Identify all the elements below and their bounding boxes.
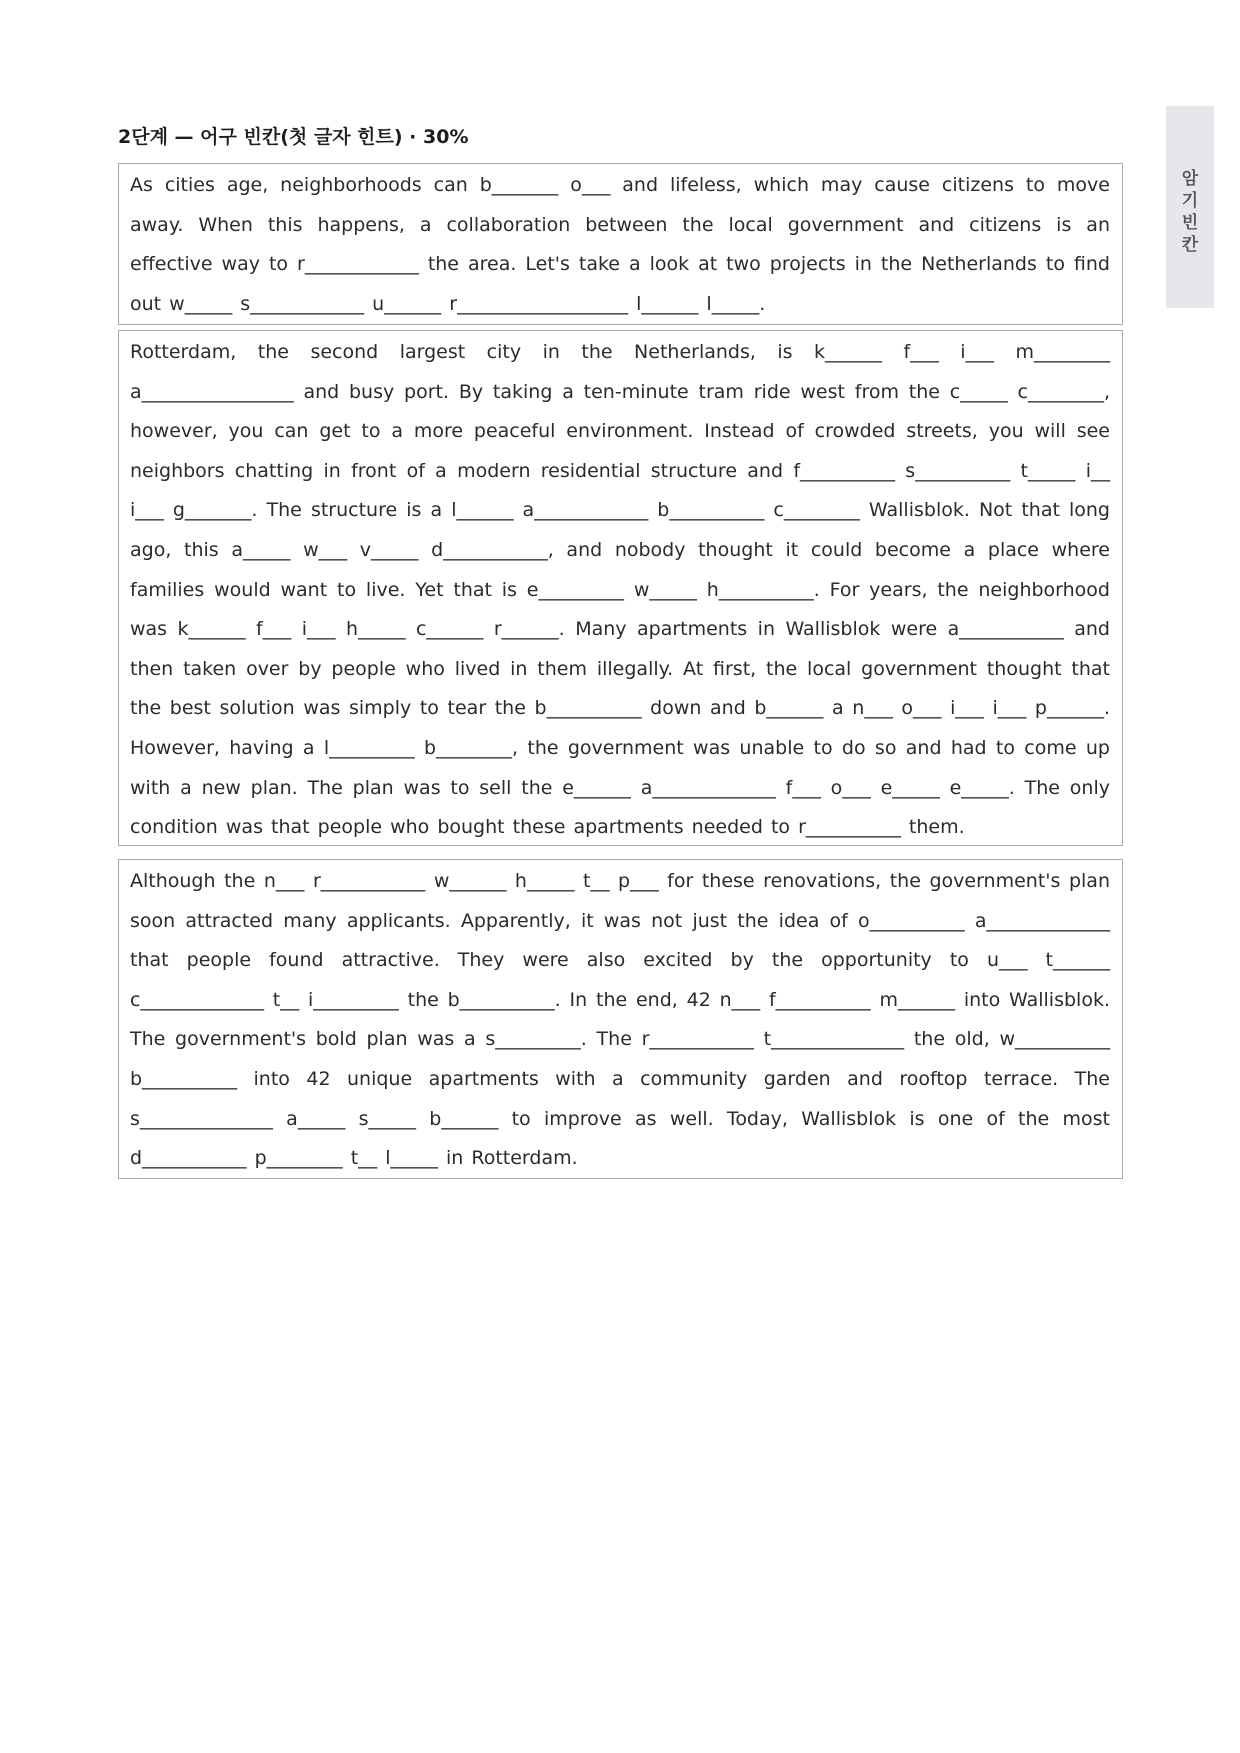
passage-box-3 <box>118 859 1123 1179</box>
passage-text-1: As cities age, neighborhoods can b_______ o___ and lifeless, which may cause citizens to move away. When this happens, a collaboration between the local government and citizens is an effective way to r____________ the area. Let's take a look at two projects in the Netherlands to find out w_____ s____________ u______ r__________________ l______ l_____. <box>130 174 1110 315</box>
side-tab-label: 암기빈칸 <box>1181 169 1199 255</box>
passage-box-2 <box>118 330 1123 846</box>
passage-text-3: Although the n___ r___________ w______ h_____ t__ p___ for these renovations, the government's plan soon attracted many applicants. Apparently, it was not just the idea of o__________ a_____________ that people found attractive. They were also excited by the opportunity to u___ t______ c_____________ t__ i_________ the b__________. In the end, 42 n___ f__________ m______ into Wallisblok. The government's bold plan was a s_________. The r___________ t______________ the old, w__________ b__________ into 42 unique apartments with a community garden and rooftop terrace. The s______________ a_____ s_____ b______ to improve as well. Today, Wallisblok is one of the most d___________ p________ t__ l_____ in Rotterdam. <box>130 870 1110 1170</box>
passage-text-2: Rotterdam, the second largest city in the Netherlands, is k______ f___ i___ m________ a________________ and busy port. By taking a ten-minute tram ride west from the c_____ c________, however, you can get to a more peaceful environment. Instead of crowded streets, you will see neighbors chatting in front of a modern residential structure and f__________ s__________ t_____ i__ i___ g_______. The structure is a l______ a____________ b__________ c________ Wallisblok. Not that long ago, this a_____ w___ v_____ d___________, and nobody thought it could become a place where families would want to live. Yet that is e_________ w_____ h__________. For years, the neighborhood was k______ f___ i___ h_____ c______ r______. Many apartments in Wallisblok were a___________ and then taken over by people who lived in them illegally. At first, the local government thought that the best solution was simply to tear the b__________ down and b______ a n___ o___ i___ i___ p______. However, having a l_________ b________, the government was unable to do so and had to come up with a new plan. The plan was to sell the e______ a_____________ f___ o___ e_____ e_____. The only condition was that people who bought these apartments needed to r__________ them. <box>130 341 1110 839</box>
page-title: 2단계 — 어구 빈칸(첫 글자 힌트) · 30% <box>118 126 469 148</box>
side-tab-memorize-blanks[interactable] <box>1166 106 1214 308</box>
passage-box-1 <box>118 163 1123 325</box>
